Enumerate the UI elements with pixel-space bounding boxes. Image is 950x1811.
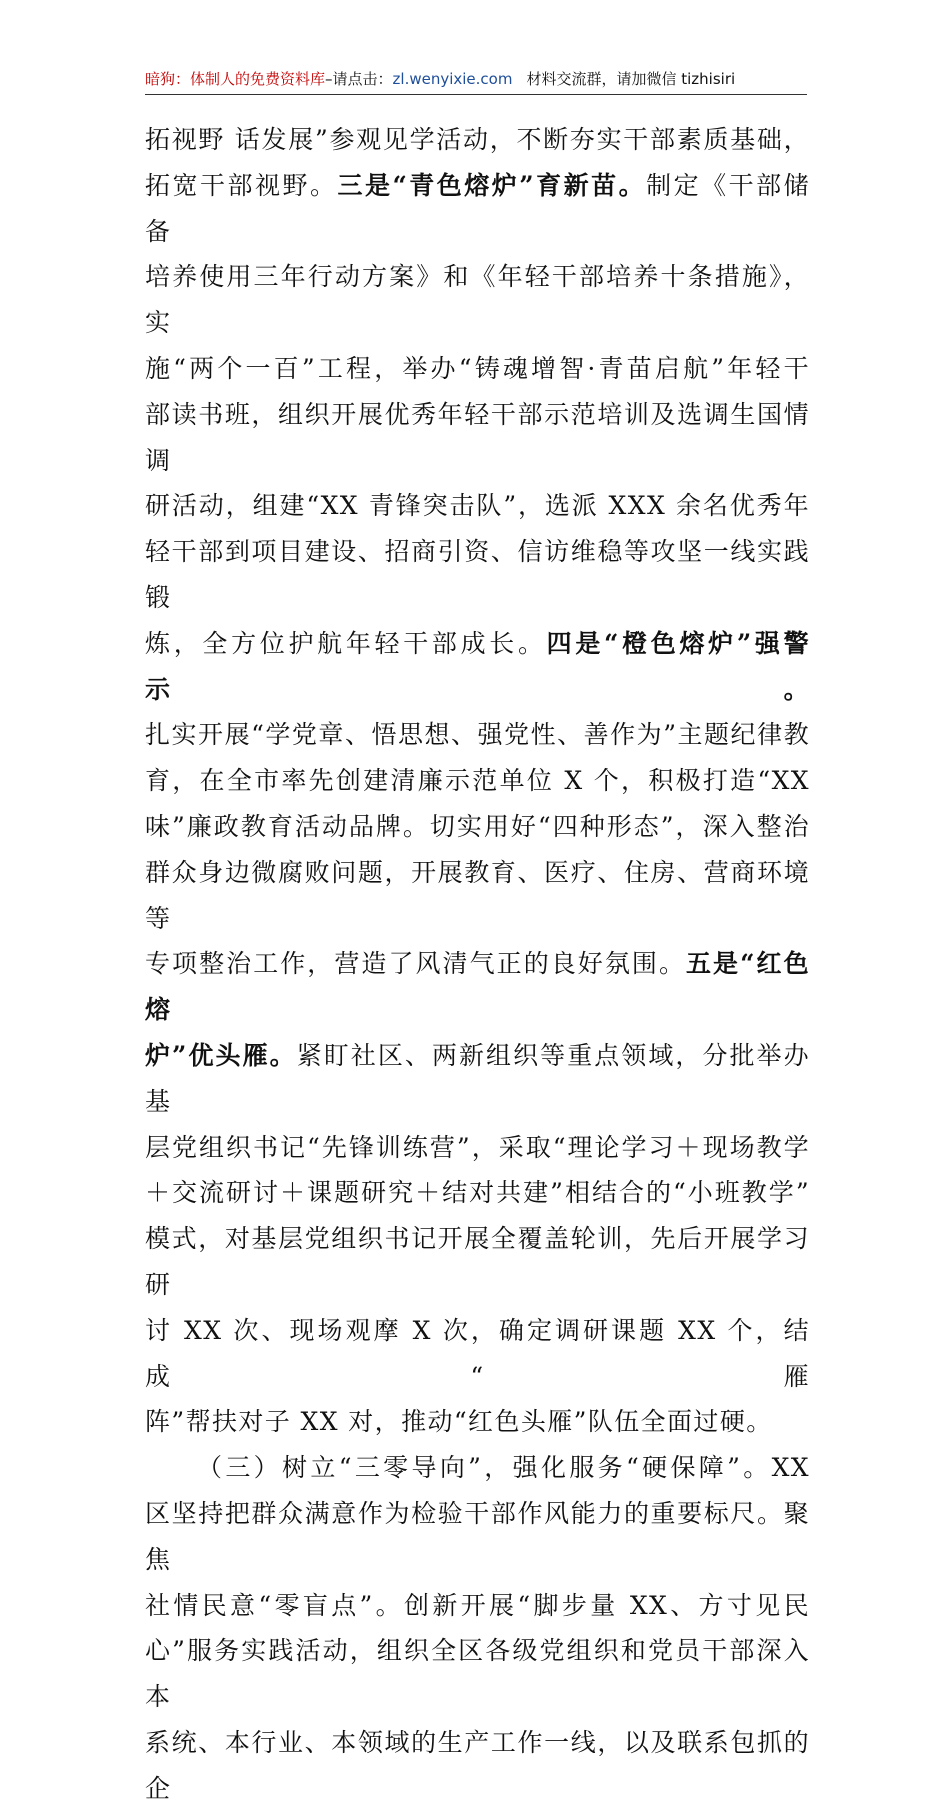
site-label: 暗狗：体制人的免费资料库: [145, 70, 326, 88]
text-run: 阵”帮扶对子 XX 对，推动“红色头雁”队伍全面过硬。: [145, 1407, 773, 1437]
body-line: [145, 346, 810, 392]
body-line: [145, 254, 810, 346]
text-run: 拓宽干部视野。: [145, 170, 338, 200]
text-run: 味”廉政教育活动品牌。切实用好“四种形态”，深入整治: [145, 811, 810, 841]
body-line: [145, 1628, 810, 1720]
text-run: 系统、本行业、本领域的生产工作一线，以及联系包抓的企: [145, 1727, 810, 1803]
body-line: [145, 621, 810, 713]
body-line: [145, 1583, 810, 1629]
body-line: [145, 117, 810, 163]
text-run: 施“两个一百”工程，举办“铸魂增智·青苗启航”年轻干: [145, 353, 810, 383]
body-line: [145, 1170, 810, 1216]
body-line: [145, 1033, 810, 1125]
text-run: 层党组织书记“先锋训练营”，采取“理论学习＋现场教学: [145, 1132, 810, 1162]
body-line: [145, 758, 810, 804]
body-line: [145, 1445, 810, 1491]
site-url-link[interactable]: zl.wenyixie.com: [392, 70, 513, 88]
section-heading-run: （三）树立“三零导向”，强化服务“硬保障”。XX: [197, 1453, 810, 1483]
document-body: [145, 117, 810, 1811]
page-header: [145, 66, 807, 95]
text-run: 社情民意“零盲点”。创新开展“脚步量 XX、方寸见民: [145, 1590, 810, 1620]
text-run: 紧盯社区、两新组织等重点领域，分批举办基: [145, 1040, 810, 1116]
text-run: 区坚持把群众满意作为检验干部作风能力的重要标尺。聚焦: [145, 1498, 810, 1574]
bold-heading-run: 炉”优头雁。: [145, 1040, 297, 1070]
body-line: [145, 804, 810, 850]
text-run: 培养使用三年行动方案》和《年轻干部培养十条措施》，实: [145, 262, 810, 338]
text-run: 扎实开展“学党章、悟思想、强党性、善作为”主题纪律教: [145, 720, 810, 750]
text-run: 讨 XX 次、现场观摩 X 次，确定调研课题 XX 个，结成“雁: [145, 1315, 810, 1391]
text-run: 部读书班，组织开展优秀年轻干部示范培训及选调生国情调: [145, 399, 810, 475]
body-line: [145, 1720, 810, 1811]
body-line: [145, 1491, 810, 1583]
contact-info: 材料交流群，请加微信 tizhisiri: [526, 70, 736, 88]
body-line: [145, 1308, 810, 1400]
body-line: [145, 529, 810, 621]
text-run: 制定《干部储备: [145, 170, 810, 246]
body-line: [145, 712, 810, 758]
body-line: [145, 850, 810, 942]
body-line: [145, 392, 810, 484]
bold-heading-run: 五是“红色熔: [145, 949, 810, 1025]
text-run: 炼，全方位护航年轻干部成长。: [145, 628, 547, 658]
body-line: [145, 163, 810, 255]
text-run: 轻干部到项目建设、招商引资、信访维稳等攻坚一线实践锻: [145, 537, 810, 612]
text-run: 专项整治工作，营造了风清气正的良好氛围。: [145, 949, 686, 979]
body-line: [145, 1399, 810, 1445]
text-run: 群众身边微腐败问题，开展教育、医疗、住房、营商环境等: [145, 857, 810, 933]
text-run: 育，在全市率先创建清廉示范单位 X 个，积极打造“XX: [145, 766, 810, 796]
body-line: [145, 1125, 810, 1171]
body-line: [145, 483, 810, 529]
click-prefix: –请点击：: [325, 70, 393, 88]
text-run: 拓视野 话发展”参观见学活动，不断夯实干部素质基础，: [145, 125, 810, 154]
text-run: 模式，对基层党组织书记开展全覆盖轮训，先后开展学习研: [145, 1224, 810, 1299]
text-run: ＋交流研讨＋课题研究＋结对共建”相结合的“小班教学”: [145, 1178, 810, 1208]
text-run: 研活动，组建“XX 青锋突击队”，选派 XXX 余名优秀年: [145, 491, 810, 521]
body-line: [145, 1216, 810, 1308]
body-line: [145, 941, 810, 1033]
bold-heading-run: 三是“青色熔炉”育新苗。: [337, 170, 647, 200]
bold-heading-run: 四是“橙色熔炉”强警示。: [145, 628, 810, 704]
text-run: 心”服务实践活动，组织全区各级党组织和党员干部深入本: [145, 1636, 810, 1712]
